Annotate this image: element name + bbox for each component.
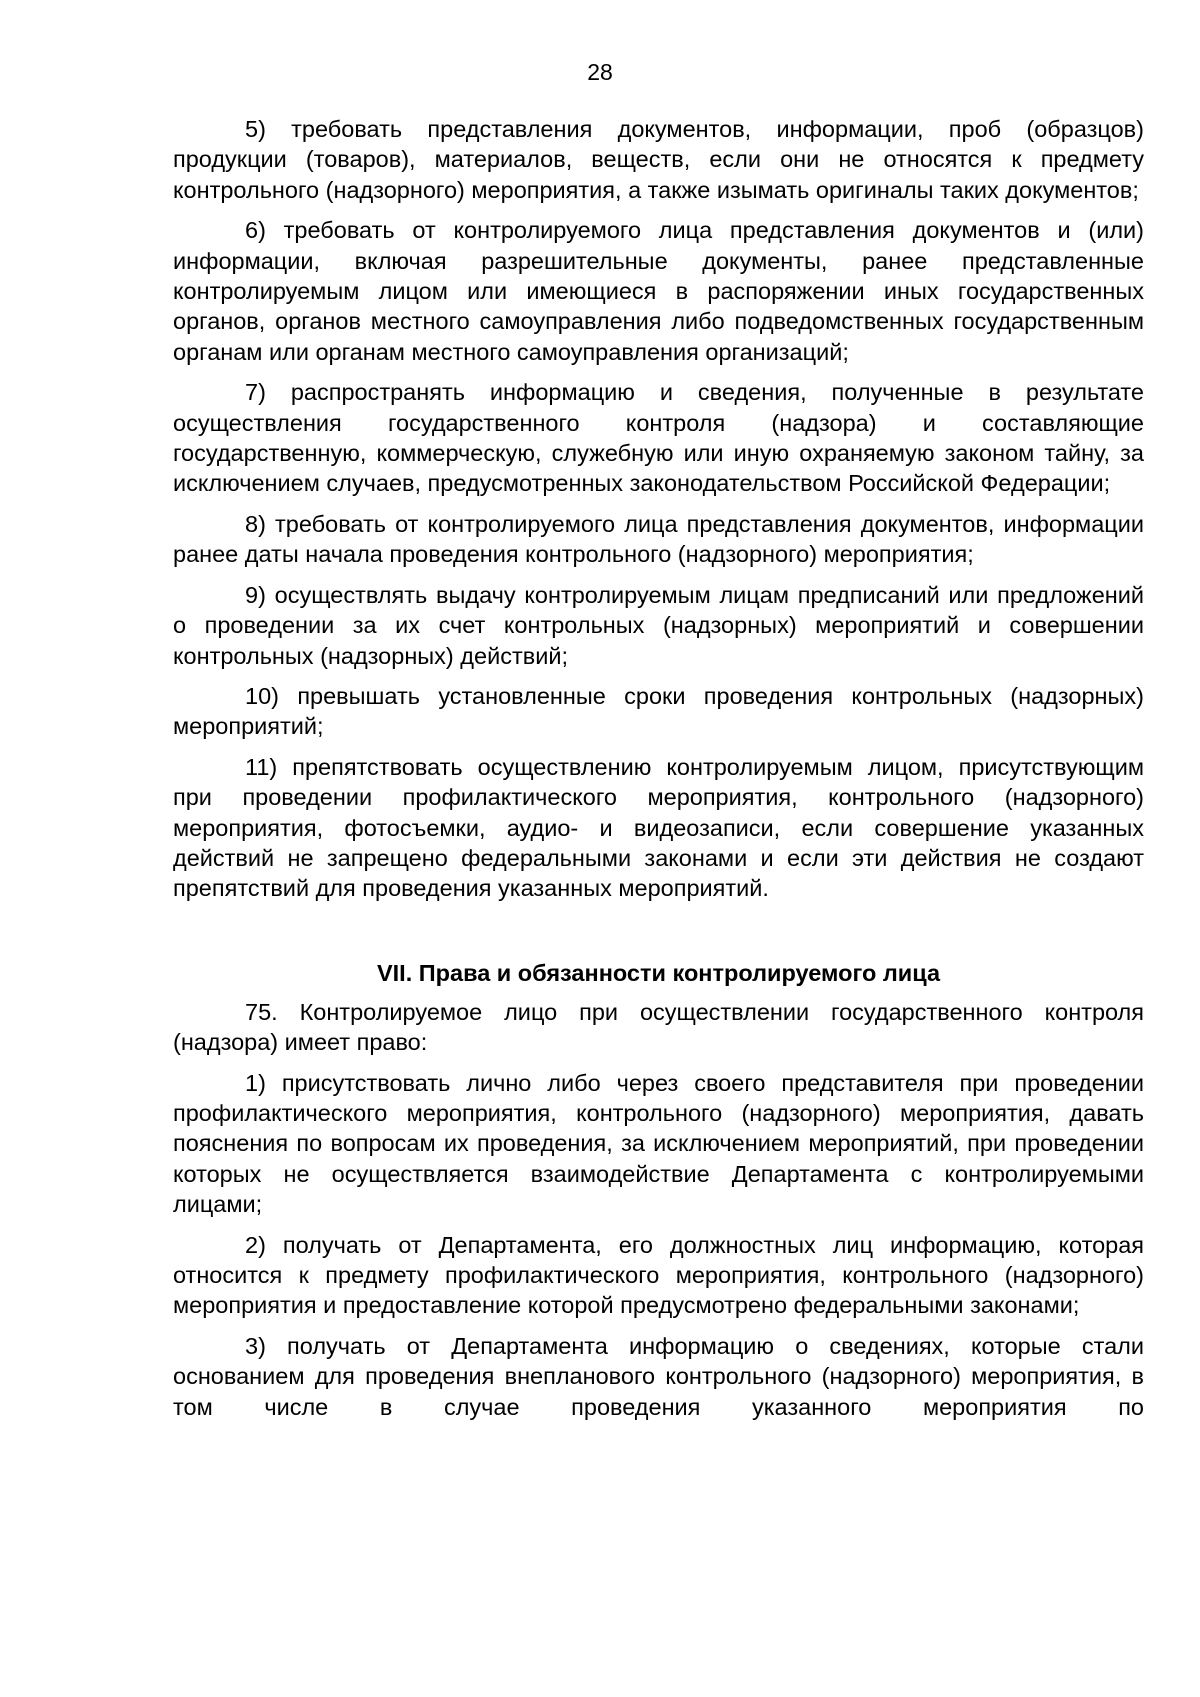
paragraph-right-3: 3) получать от Департамента информацию о сведениях, которые стали основанием для проведения внепланового контрольного (надзорного) мероприятия, в том числе в случае проведения указанного мероприятия по (173, 1332, 1144, 1420)
paragraph-item-5: 5) требовать представления документов, информации, проб (образцов) продукции (товаров), материалов, веществ, если они не относятся к предмету контрольного (надзорного) мероприятия, а также изымать оригиналы таких документов; (173, 116, 1144, 203)
page-number: 28 (587, 59, 613, 85)
paragraph-right-1: 1) присутствовать лично либо через своего представителя при проведении профилактического мероприятия, контрольного (надзорного) мероприятия, давать пояснения по вопросам их проведения, за исключением мероприятий, при проведении которых не осуществляется взаимодействие Департамента с контролируемыми лицами; (173, 1069, 1144, 1218)
paragraph-clause-75: 75. Контролируемое лицо при осуществлении государственного контроля (надзора) имеет право: (173, 998, 1144, 1056)
paragraph-item-9: 9) осуществлять выдачу контролируемым лицам предписаний или предложений о проведении за их счет контрольных (надзорных) мероприятий и совершении контрольных (надзорных) действий; (173, 581, 1144, 669)
paragraph-right-2: 2) получать от Департамента, его должностных лиц информацию, которая относится к предмету профилактического мероприятия, контрольного (надзорного) мероприятия и предоставление которой предусмотрено федеральными законами; (173, 1231, 1144, 1319)
document-body (173, 114, 1144, 1432)
paragraph-item-10: 10) превышать установленные сроки проведения контрольных (надзорных) мероприятий; (173, 682, 1144, 740)
paragraph-item-11: 11) препятствовать осуществлению контролируемым лицом, присутствующим при проведении профилактического мероприятия, контрольного (надзорного) мероприятия, фотосъемки, аудио- и видеозаписи, если совершение указанных действий не запрещено федеральными законами и если эти действия не создают препятствий для проведения указанных мероприятий. (173, 753, 1144, 902)
paragraph-item-8: 8) требовать от контролируемого лица представления документов, информации ранее даты начала проведения контрольного (надзорного) мероприятия; (173, 510, 1144, 568)
paragraph-item-7: 7) распространять информацию и сведения, полученные в результате осуществления государственного контроля (надзора) и составляющие государственную, коммерческую, служебную или иную охраняемую законом тайну, за исключением случаев, предусмотренных законодательством Российской Федерации; (173, 379, 1144, 497)
section-heading: VII. Права и обязанности контролируемого лица (376, 959, 941, 986)
paragraph-item-6: 6) требовать от контролируемого лица представления документов и (или) информации, включая разрешительные документы, ранее представленные контролируемым лицом или имеющиеся в распоряжении иных государственных органов, органов местного самоуправления либо подведомственных государственным органам или органам местного самоуправления организаций; (173, 217, 1144, 365)
